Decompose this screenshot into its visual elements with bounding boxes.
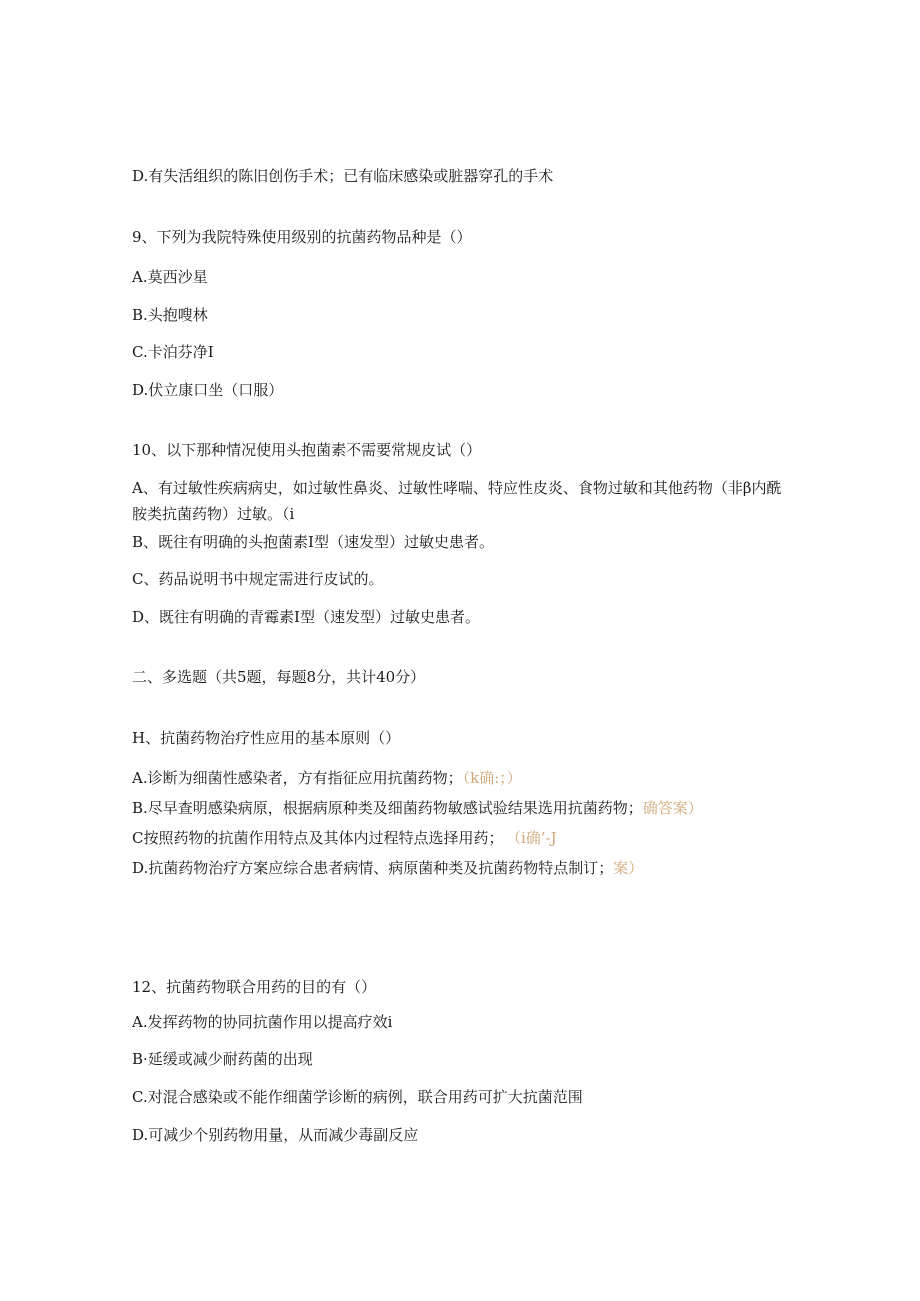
q12-option-c: C.对混合感染或不能作细菌学诊断的病例，联合用药可扩大抗菌范围 bbox=[132, 1088, 583, 1106]
q11-option-c-text: C按照药物的抗菌作用特点及其体内过程特点选择用药； bbox=[132, 829, 504, 847]
q11-option-a-note: （k确:；） bbox=[462, 769, 522, 787]
q11-option-a bbox=[132, 768, 522, 788]
q9-option-c: C.卡泊芬净I bbox=[132, 343, 214, 361]
q9-option-a: A.莫西沙星 bbox=[132, 268, 208, 286]
question-12: 12、抗菌药物联合用药的目的有（） bbox=[132, 978, 377, 996]
q10-option-a: A、有过敏性疾病病史，如过敏性鼻炎、过敏性哮喘、特应性皮炎、食物过敏和其他药物（非β内酰胺类抗菌药物）过敏。（i bbox=[132, 479, 782, 523]
question-11: H、抗菌药物治疗性应用的基本原则（） bbox=[132, 729, 401, 747]
q10-option-d: D、既往有明确的青霉素I型（速发型）过敏史患者。 bbox=[132, 608, 480, 626]
q12-option-d: D.可减少个别药物用量，从而减少毒副反应 bbox=[132, 1126, 419, 1144]
q9-option-d: D.伏立康口坐（口服） bbox=[132, 381, 284, 399]
q11-option-d bbox=[132, 858, 643, 878]
question-9: 9、下列为我院特殊使用级别的抗菌药物品种是（） bbox=[132, 228, 472, 246]
q11-option-b-text: B.尽早查明感染病原，根据病原种类及细菌药物敏感试验结果选用抗菌药物； bbox=[132, 799, 643, 817]
q10-option-b: B、既往有明确的头抱菌素I型（速发型）过敏史患者。 bbox=[132, 533, 494, 551]
q9-option-b: B.头抱嗖林 bbox=[132, 306, 208, 324]
q11-option-d-note: 案） bbox=[613, 859, 644, 877]
q12-option-a: A.发挥药物的协同抗菌作用以提高疗效i bbox=[132, 1013, 393, 1031]
question-10: 10、以下那种情况使用头抱菌素不需要常规皮试（） bbox=[132, 441, 482, 459]
section-heading: 二、多选题（共5题，每题8分，共计40分） bbox=[132, 668, 426, 686]
q12-option-b: B·延缓或减少耐药菌的出现 bbox=[132, 1050, 313, 1068]
q10-option-c: C、药品说明书中规定需进行皮试的。 bbox=[132, 570, 384, 588]
q11-option-c bbox=[132, 828, 557, 848]
option-d-prev: D.有失活组织的陈旧创伤手术；已有临床感染或脏器穿孔的手术 bbox=[132, 167, 554, 185]
q11-option-b-note: 确答案） bbox=[642, 799, 703, 817]
q11-option-a-text: A.诊断为细菌性感染者，方有指征应用抗菌药物； bbox=[132, 769, 463, 787]
q11-option-c-note: （i确’-J bbox=[513, 829, 557, 847]
q11-option-b bbox=[132, 798, 703, 818]
q11-option-d-text: D.抗菌药物治疗方案应综合患者病情、病原菌种类及抗菌药物特点制订； bbox=[132, 859, 614, 877]
